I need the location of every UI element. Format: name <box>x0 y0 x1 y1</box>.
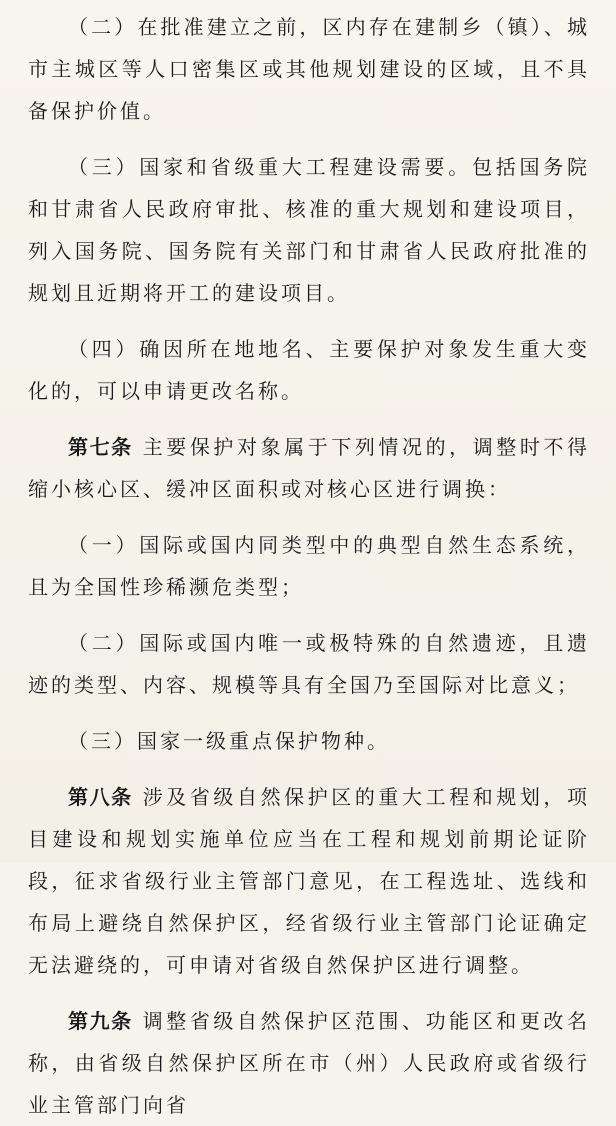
paragraph-text: 涉及省级自然保护区的重大工程和规划，项目建设和规划实施单位应当在工程和规划前期论证阶段，征求省级行业主管部门意见，在工程选址、选线和布局上避绕自然保护区，经省级行业主管部门论证确定无法避绕的，可申请对省级自然保护区进行调整。 <box>28 785 591 977</box>
article-7 <box>28 426 590 510</box>
paragraph-item-1 <box>28 524 590 608</box>
paragraph-text: （一）国际或国内同类型中的典型自然生态系统，且为全国性珍稀濒危类型； <box>28 533 590 599</box>
article-9 <box>28 1000 590 1126</box>
paragraph-text: 主要保护对象属于下列情况的，调整时不得缩小核心区、缓冲区面积或对核心区进行调换： <box>28 435 591 501</box>
paragraph-item-2 <box>28 622 590 706</box>
paragraph-text: （二）国际或国内唯一或极特殊的自然遗迹，且遗迹的类型、内容、规模等具有全国乃至国际对比意义； <box>28 631 590 697</box>
paragraph-item-2 <box>28 6 590 132</box>
article-number: 第八条 <box>68 785 133 809</box>
paragraph-text: 调整省级自然保护区范围、功能区和更改名称，由省级自然保护区所在市（州）人民政府或省级行业主管部门向省 <box>28 1009 591 1117</box>
article-number: 第九条 <box>68 1009 133 1033</box>
paragraph-item-3 <box>28 720 590 762</box>
paragraph-text: （三）国家一级重点保护物种。 <box>68 729 390 753</box>
paragraph-item-3 <box>28 146 590 314</box>
article-8 <box>28 776 590 986</box>
paragraph-text: （四）确因所在地地名、主要保护对象发生重大变化的，可以申请更改名称。 <box>28 337 590 403</box>
paragraph-item-4 <box>28 328 590 412</box>
paragraph-text: （二）在批准建立之前，区内存在建制乡（镇）、城市主城区等人口密集区或其他规划建设的区域，且不具备保护价值。 <box>28 15 590 123</box>
article-number: 第七条 <box>68 435 133 459</box>
paragraph-text: （三）国家和省级重大工程建设需要。包括国务院和甘肃省人民政府审批、核准的重大规划和建设项目，列入国务院、国务院有关部门和甘肃省人民政府批准的规划且近期将开工的建设项目。 <box>28 155 590 305</box>
